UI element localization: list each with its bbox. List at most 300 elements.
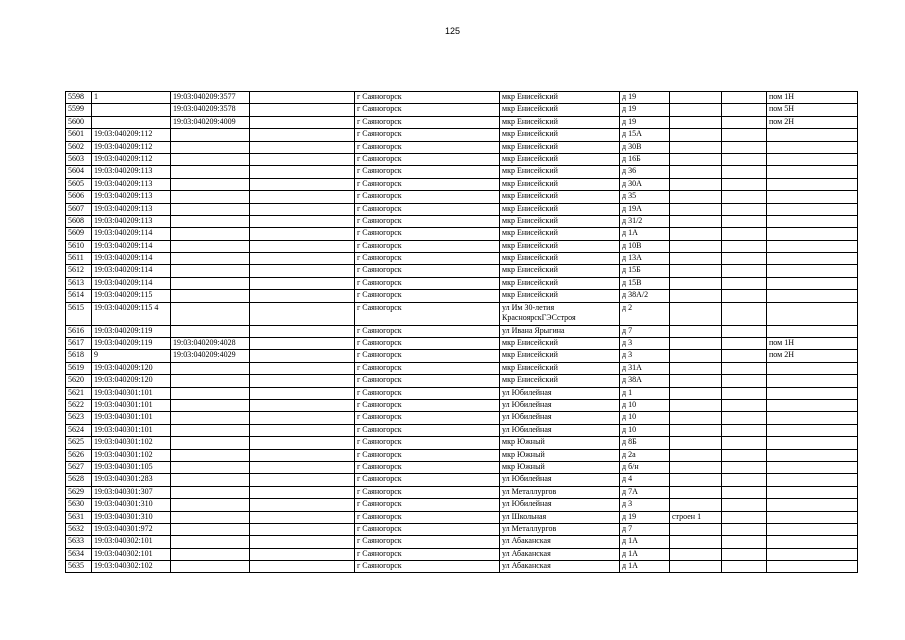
table-row — [66, 523, 858, 535]
cadastral-number-cell: 19:03:040301:310 — [92, 511, 171, 523]
empty-cell — [722, 166, 767, 178]
empty-cell — [250, 166, 355, 178]
row-number-cell: 5624 — [66, 424, 92, 436]
premises-cadastral-cell — [171, 325, 250, 337]
street-cell: мкр Енисейский — [500, 350, 620, 362]
table-row — [66, 350, 858, 362]
cadastral-number-cell: 19:03:040209:112 — [92, 153, 171, 165]
premises-cadastral-cell — [171, 265, 250, 277]
empty-cell — [722, 116, 767, 128]
table-row — [66, 474, 858, 486]
city-cell: г Саяногорск — [355, 548, 500, 560]
room-cell — [767, 461, 858, 473]
city-cell: г Саяногорск — [355, 499, 500, 511]
empty-cell — [722, 375, 767, 387]
row-number-cell: 5608 — [66, 215, 92, 227]
cadastral-number-cell: 1 — [92, 92, 171, 104]
street-cell: ул Юбилейная — [500, 399, 620, 411]
table-row — [66, 548, 858, 560]
street-cell: ул Юбилейная — [500, 499, 620, 511]
house-cell: д 10 — [620, 399, 670, 411]
city-cell: г Саяногорск — [355, 253, 500, 265]
street-cell: мкр Енисейский — [500, 92, 620, 104]
room-cell — [767, 511, 858, 523]
premises-cadastral-cell — [171, 178, 250, 190]
empty-cell — [250, 153, 355, 165]
row-number-cell: 5611 — [66, 253, 92, 265]
empty-cell — [250, 474, 355, 486]
table-row — [66, 265, 858, 277]
table-row — [66, 178, 858, 190]
street-cell: мкр Енисейский — [500, 277, 620, 289]
street-cell: ул Абаканская — [500, 548, 620, 560]
table-row — [66, 511, 858, 523]
cadastral-number-cell: 19:03:040301:101 — [92, 387, 171, 399]
empty-cell — [250, 141, 355, 153]
row-number-cell: 5634 — [66, 548, 92, 560]
row-number-cell: 5629 — [66, 486, 92, 498]
street-cell: ул Юбилейная — [500, 424, 620, 436]
room-cell — [767, 191, 858, 203]
table-row — [66, 141, 858, 153]
house-cell: д 1А — [620, 548, 670, 560]
empty-cell — [722, 228, 767, 240]
cadastral-number-cell: 19:03:040301:101 — [92, 412, 171, 424]
table-row — [66, 412, 858, 424]
table-row — [66, 362, 858, 374]
street-cell: ул Юбилейная — [500, 412, 620, 424]
table-row — [66, 486, 858, 498]
premises-cadastral-cell — [171, 253, 250, 265]
empty-cell — [250, 523, 355, 535]
street-cell: ул Юбилейная — [500, 474, 620, 486]
empty-cell — [722, 104, 767, 116]
empty-cell — [250, 350, 355, 362]
street-cell: мкр Енисейский — [500, 265, 620, 277]
empty-cell — [250, 499, 355, 511]
city-cell: г Саяногорск — [355, 141, 500, 153]
row-number-cell: 5612 — [66, 265, 92, 277]
empty-cell — [722, 387, 767, 399]
building-cell — [670, 290, 722, 302]
table-row — [66, 277, 858, 289]
building-cell — [670, 240, 722, 252]
street-cell: мкр Енисейский — [500, 253, 620, 265]
premises-cadastral-cell — [171, 399, 250, 411]
empty-cell — [250, 240, 355, 252]
building-cell — [670, 437, 722, 449]
empty-cell — [722, 338, 767, 350]
row-number-cell: 5615 — [66, 302, 92, 325]
premises-cadastral-cell — [171, 203, 250, 215]
city-cell: г Саяногорск — [355, 265, 500, 277]
row-number-cell: 5602 — [66, 141, 92, 153]
premises-cadastral-cell: 19:03:040209:4009 — [171, 116, 250, 128]
building-cell — [670, 277, 722, 289]
city-cell: г Саяногорск — [355, 424, 500, 436]
street-cell: ул Ивана Ярыгина — [500, 325, 620, 337]
cadastral-number-cell: 19:03:040209:114 — [92, 265, 171, 277]
empty-cell — [722, 523, 767, 535]
table-row — [66, 104, 858, 116]
house-cell: д 7А — [620, 486, 670, 498]
house-cell: д 1 — [620, 387, 670, 399]
empty-cell — [722, 548, 767, 560]
table-row — [66, 499, 858, 511]
cadastral-number-cell: 19:03:040209:113 — [92, 215, 171, 227]
row-number-cell: 5620 — [66, 375, 92, 387]
premises-cadastral-cell: 19:03:040209:3577 — [171, 92, 250, 104]
room-cell — [767, 253, 858, 265]
city-cell: г Саяногорск — [355, 362, 500, 374]
house-cell: д 38А/2 — [620, 290, 670, 302]
house-cell: д 31/2 — [620, 215, 670, 227]
building-cell — [670, 350, 722, 362]
table-row — [66, 153, 858, 165]
cadastral-number-cell: 19:03:040209:120 — [92, 362, 171, 374]
empty-cell — [250, 92, 355, 104]
house-cell: д 19 — [620, 104, 670, 116]
building-cell — [670, 561, 722, 573]
row-number-cell: 5622 — [66, 399, 92, 411]
room-cell: пом 5Н — [767, 104, 858, 116]
table-row — [66, 325, 858, 337]
house-cell: д 4 — [620, 474, 670, 486]
house-cell: д 19 — [620, 92, 670, 104]
house-cell: д 3 — [620, 338, 670, 350]
row-number-cell: 5631 — [66, 511, 92, 523]
row-number-cell: 5632 — [66, 523, 92, 535]
row-number-cell: 5598 — [66, 92, 92, 104]
empty-cell — [250, 215, 355, 227]
empty-cell — [250, 437, 355, 449]
building-cell — [670, 92, 722, 104]
cadastral-number-cell: 19:03:040301:101 — [92, 424, 171, 436]
room-cell — [767, 203, 858, 215]
empty-cell — [250, 228, 355, 240]
street-cell: мкр Енисейский — [500, 338, 620, 350]
house-cell: д 16Б — [620, 153, 670, 165]
house-cell: д 15Б — [620, 265, 670, 277]
street-cell: ул Металлургов — [500, 486, 620, 498]
empty-cell — [250, 362, 355, 374]
building-cell — [670, 412, 722, 424]
premises-cadastral-cell — [171, 302, 250, 325]
premises-cadastral-cell — [171, 129, 250, 141]
city-cell: г Саяногорск — [355, 474, 500, 486]
premises-cadastral-cell — [171, 461, 250, 473]
row-number-cell: 5613 — [66, 277, 92, 289]
cadastral-number-cell: 19:03:040209:120 — [92, 375, 171, 387]
room-cell — [767, 178, 858, 190]
row-number-cell: 5627 — [66, 461, 92, 473]
house-cell: д б/н — [620, 461, 670, 473]
city-cell: г Саяногорск — [355, 153, 500, 165]
row-number-cell: 5614 — [66, 290, 92, 302]
room-cell — [767, 548, 858, 560]
table-row — [66, 116, 858, 128]
building-cell — [670, 116, 722, 128]
street-cell: мкр Енисейский — [500, 166, 620, 178]
city-cell: г Саяногорск — [355, 104, 500, 116]
row-number-cell: 5623 — [66, 412, 92, 424]
house-cell: д 3 — [620, 499, 670, 511]
row-number-cell: 5626 — [66, 449, 92, 461]
premises-cadastral-cell — [171, 449, 250, 461]
empty-cell — [722, 253, 767, 265]
cadastral-number-cell: 19:03:040302:101 — [92, 548, 171, 560]
cadastral-number-cell: 19:03:040301:283 — [92, 474, 171, 486]
premises-cadastral-cell: 19:03:040209:4029 — [171, 350, 250, 362]
row-number-cell: 5610 — [66, 240, 92, 252]
table-row — [66, 253, 858, 265]
room-cell — [767, 240, 858, 252]
room-cell — [767, 153, 858, 165]
cadastral-number-cell: 19:03:040301:102 — [92, 449, 171, 461]
room-cell — [767, 449, 858, 461]
cadastral-number-cell: 19:03:040301:307 — [92, 486, 171, 498]
room-cell — [767, 302, 858, 325]
house-cell: д 2а — [620, 449, 670, 461]
premises-cadastral-cell: 19:03:040209:3578 — [171, 104, 250, 116]
city-cell: г Саяногорск — [355, 511, 500, 523]
cadastral-number-cell: 19:03:040209:114 — [92, 240, 171, 252]
room-cell — [767, 561, 858, 573]
street-cell: мкр Енисейский — [500, 215, 620, 227]
building-cell — [670, 153, 722, 165]
empty-cell — [250, 253, 355, 265]
city-cell: г Саяногорск — [355, 486, 500, 498]
empty-cell — [722, 561, 767, 573]
city-cell: г Саяногорск — [355, 523, 500, 535]
city-cell: г Саяногорск — [355, 375, 500, 387]
city-cell: г Саяногорск — [355, 399, 500, 411]
premises-cadastral-cell — [171, 548, 250, 560]
table-row — [66, 387, 858, 399]
street-cell: ул Юбилейная — [500, 387, 620, 399]
building-cell — [670, 486, 722, 498]
cadastral-number-cell: 19:03:040302:102 — [92, 561, 171, 573]
table-row — [66, 302, 858, 325]
cadastral-number-cell: 19:03:040209:113 — [92, 178, 171, 190]
empty-cell — [250, 548, 355, 560]
empty-cell — [722, 141, 767, 153]
building-cell — [670, 228, 722, 240]
house-cell: д 19А — [620, 203, 670, 215]
empty-cell — [722, 461, 767, 473]
table-row — [66, 424, 858, 436]
premises-cadastral-cell — [171, 474, 250, 486]
cadastral-number-cell: 19:03:040209:114 — [92, 253, 171, 265]
room-cell — [767, 375, 858, 387]
table-row — [66, 338, 858, 350]
building-cell — [670, 141, 722, 153]
row-number-cell: 5617 — [66, 338, 92, 350]
house-cell: д 15В — [620, 277, 670, 289]
empty-cell — [722, 178, 767, 190]
room-cell — [767, 499, 858, 511]
house-cell: д 3 — [620, 350, 670, 362]
empty-cell — [250, 277, 355, 289]
empty-cell — [722, 474, 767, 486]
empty-cell — [722, 191, 767, 203]
row-number-cell: 5630 — [66, 499, 92, 511]
city-cell: г Саяногорск — [355, 277, 500, 289]
empty-cell — [250, 338, 355, 350]
cadastral-number-cell: 19:03:040209:115 4 — [92, 302, 171, 325]
premises-cadastral-cell — [171, 141, 250, 153]
table-row — [66, 449, 858, 461]
premises-cadastral-cell — [171, 375, 250, 387]
row-number-cell: 5621 — [66, 387, 92, 399]
room-cell — [767, 486, 858, 498]
premises-cadastral-cell — [171, 166, 250, 178]
empty-cell — [250, 302, 355, 325]
building-cell — [670, 399, 722, 411]
house-cell: д 31А — [620, 362, 670, 374]
cadastral-number-cell: 19:03:040301:102 — [92, 437, 171, 449]
city-cell: г Саяногорск — [355, 437, 500, 449]
street-cell: мкр Енисейский — [500, 116, 620, 128]
empty-cell — [722, 511, 767, 523]
premises-cadastral-cell — [171, 424, 250, 436]
cadastral-number-cell: 9 — [92, 350, 171, 362]
empty-cell — [250, 511, 355, 523]
premises-cadastral-cell — [171, 228, 250, 240]
street-cell: мкр Енисейский — [500, 228, 620, 240]
premises-cadastral-cell — [171, 387, 250, 399]
room-cell — [767, 215, 858, 227]
cadastral-number-cell: 19:03:040209:113 — [92, 191, 171, 203]
empty-cell — [722, 536, 767, 548]
house-cell: д 10В — [620, 240, 670, 252]
cadastral-number-cell: 19:03:040209:119 — [92, 338, 171, 350]
building-cell — [670, 461, 722, 473]
building-cell — [670, 548, 722, 560]
building-cell — [670, 253, 722, 265]
table-row — [66, 561, 858, 573]
table-row — [66, 92, 858, 104]
room-cell: пом 1Н — [767, 338, 858, 350]
empty-cell — [250, 387, 355, 399]
house-cell: д 10 — [620, 424, 670, 436]
room-cell — [767, 141, 858, 153]
street-cell: мкр Енисейский — [500, 104, 620, 116]
street-cell: мкр Енисейский — [500, 362, 620, 374]
building-cell — [670, 265, 722, 277]
cadastral-number-cell: 19:03:040209:114 — [92, 228, 171, 240]
premises-cadastral-cell — [171, 277, 250, 289]
street-cell: мкр Енисейский — [500, 191, 620, 203]
room-cell — [767, 290, 858, 302]
city-cell: г Саяногорск — [355, 116, 500, 128]
city-cell: г Саяногорск — [355, 461, 500, 473]
room-cell: пом 2Н — [767, 116, 858, 128]
city-cell: г Саяногорск — [355, 166, 500, 178]
empty-cell — [250, 104, 355, 116]
building-cell — [670, 104, 722, 116]
city-cell: г Саяногорск — [355, 412, 500, 424]
room-cell — [767, 424, 858, 436]
city-cell: г Саяногорск — [355, 129, 500, 141]
room-cell — [767, 277, 858, 289]
empty-cell — [722, 362, 767, 374]
row-number-cell: 5600 — [66, 116, 92, 128]
house-cell: д 1А — [620, 536, 670, 548]
street-cell: ул Школьная — [500, 511, 620, 523]
house-cell: д 19 — [620, 116, 670, 128]
empty-cell — [250, 265, 355, 277]
city-cell: г Саяногорск — [355, 240, 500, 252]
cadastral-number-cell: 19:03:040209:119 — [92, 325, 171, 337]
table-row — [66, 129, 858, 141]
empty-cell — [722, 265, 767, 277]
building-cell — [670, 424, 722, 436]
empty-cell — [722, 290, 767, 302]
premises-cadastral-cell — [171, 153, 250, 165]
room-cell — [767, 523, 858, 535]
building-cell — [670, 536, 722, 548]
house-cell: д 19 — [620, 511, 670, 523]
street-cell: мкр Енисейский — [500, 129, 620, 141]
cadastral-number-cell: 19:03:040209:113 — [92, 166, 171, 178]
city-cell: г Саяногорск — [355, 92, 500, 104]
cadastral-number-cell: 19:03:040209:112 — [92, 129, 171, 141]
house-cell: д 1А — [620, 228, 670, 240]
empty-cell — [722, 499, 767, 511]
empty-cell — [722, 129, 767, 141]
cadastral-number-cell: 19:03:040209:115 — [92, 290, 171, 302]
empty-cell — [250, 290, 355, 302]
cadastral-number-cell: 19:03:040209:113 — [92, 203, 171, 215]
empty-cell — [250, 424, 355, 436]
empty-cell — [250, 449, 355, 461]
empty-cell — [722, 302, 767, 325]
empty-cell — [250, 536, 355, 548]
empty-cell — [722, 437, 767, 449]
empty-cell — [250, 191, 355, 203]
building-cell — [670, 499, 722, 511]
empty-cell — [250, 412, 355, 424]
empty-cell — [722, 92, 767, 104]
city-cell: г Саяногорск — [355, 449, 500, 461]
room-cell — [767, 166, 858, 178]
row-number-cell: 5616 — [66, 325, 92, 337]
address-registry-table — [65, 91, 858, 573]
row-number-cell: 5603 — [66, 153, 92, 165]
row-number-cell: 5606 — [66, 191, 92, 203]
empty-cell — [722, 153, 767, 165]
room-cell — [767, 474, 858, 486]
table-row — [66, 536, 858, 548]
table-row — [66, 437, 858, 449]
room-cell — [767, 265, 858, 277]
premises-cadastral-cell — [171, 290, 250, 302]
row-number-cell: 5633 — [66, 536, 92, 548]
row-number-cell: 5618 — [66, 350, 92, 362]
city-cell: г Саяногорск — [355, 191, 500, 203]
premises-cadastral-cell — [171, 215, 250, 227]
row-number-cell: 5635 — [66, 561, 92, 573]
empty-cell — [250, 461, 355, 473]
house-cell: д 1А — [620, 561, 670, 573]
table-row — [66, 228, 858, 240]
table-row — [66, 290, 858, 302]
row-number-cell: 5619 — [66, 362, 92, 374]
cadastral-number-cell: 19:03:040301:310 — [92, 499, 171, 511]
city-cell: г Саяногорск — [355, 338, 500, 350]
building-cell — [670, 387, 722, 399]
